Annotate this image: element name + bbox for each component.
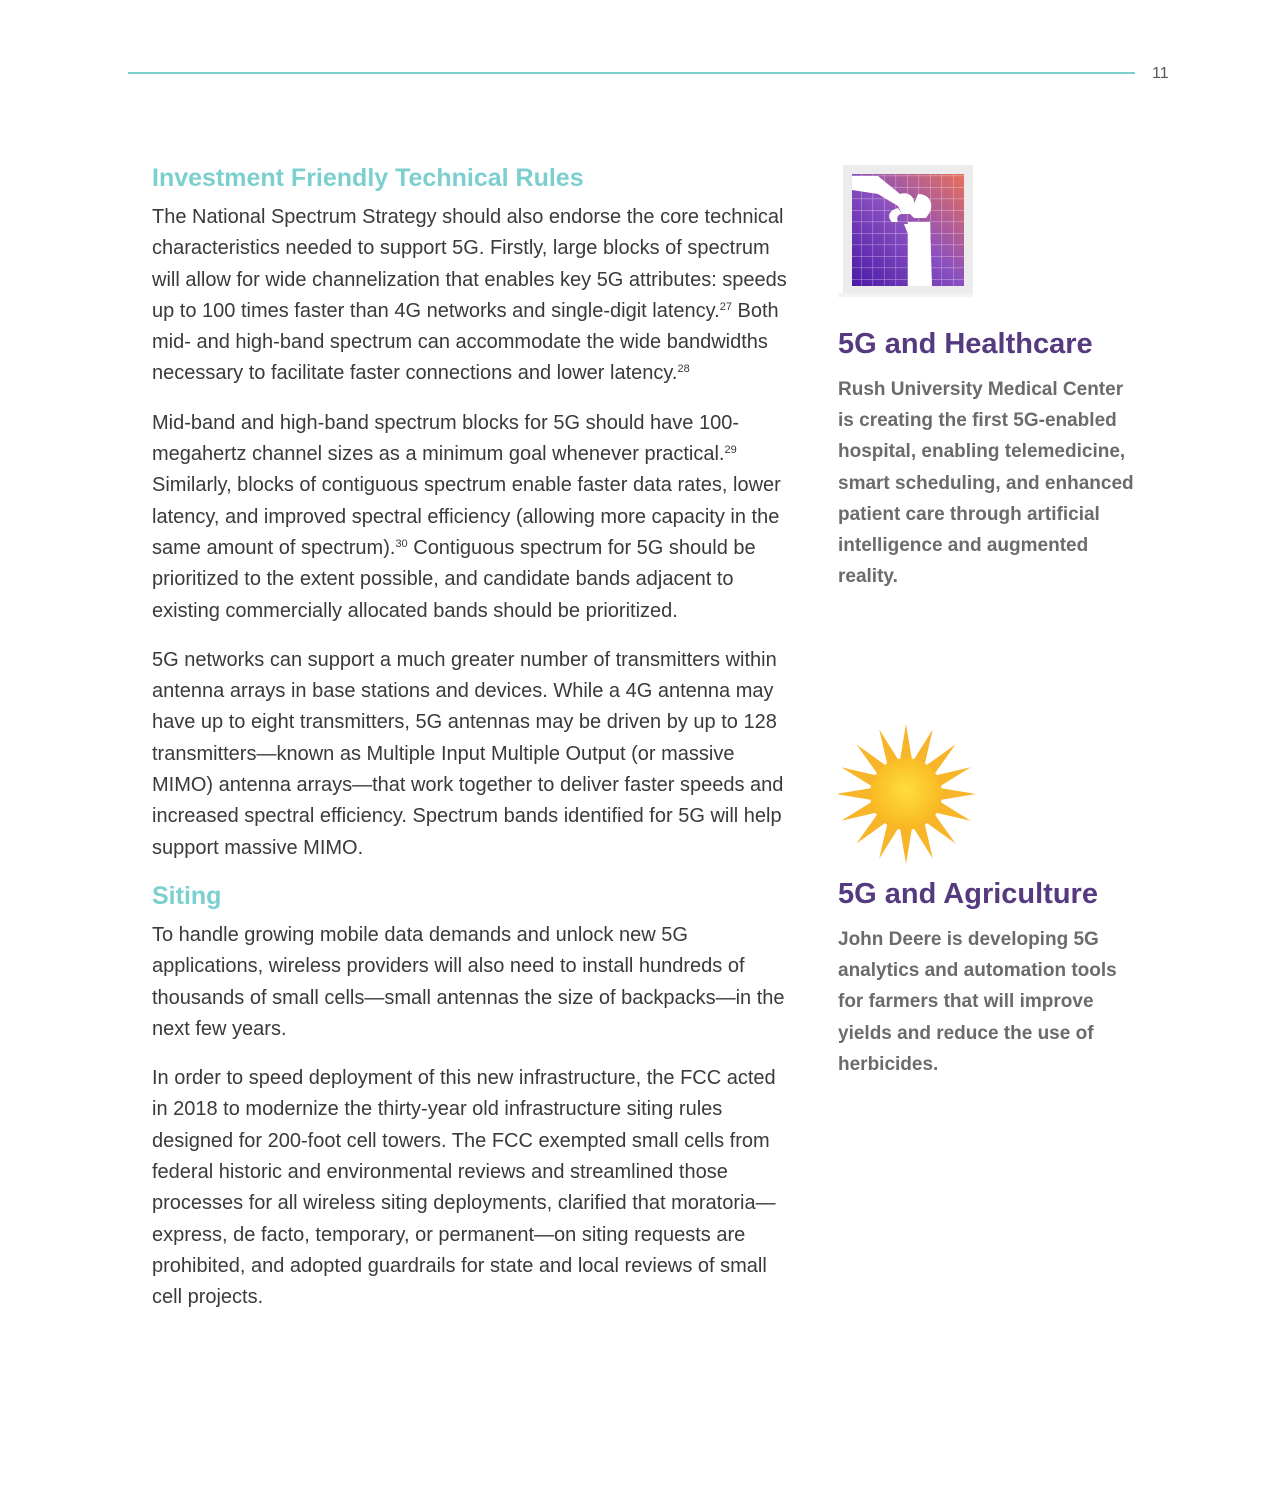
paragraph-text: Contiguous spectrum for 5G should be prioritized to the extent possible, and candidate bands adjacent to existing commercially allocated bands should be prioritized.: [152, 536, 756, 622]
sidebar-title-healthcare: 5G and Healthcare: [838, 328, 1093, 360]
sidebar-card-agriculture: [838, 724, 1138, 1080]
sun-icon: [838, 724, 978, 864]
sidebar-text-agriculture: John Deere is developing 5G analytics and automation tools for farmers that will improve yields and reduce the use of herbicides.: [838, 929, 1117, 1075]
page-number: 11: [1152, 65, 1169, 82]
paragraph-text: Mid-band and high-band spectrum blocks for 5G should have 100-megahertz channel sizes as a minimum goal whenever practical.: [152, 411, 740, 466]
footnote-ref: 29: [724, 444, 737, 457]
header-rule: [128, 72, 1135, 74]
section-heading-siting: Siting: [152, 881, 222, 910]
sidebar-title-agriculture: 5G and Agriculture: [838, 878, 1098, 910]
knee-xray-icon: [838, 164, 1024, 298]
main-column: [152, 160, 792, 1332]
footnote-ref: 27: [719, 300, 732, 313]
paragraph-text: Both mid- and high-band spectrum can accommodate the wide bandwidths necessary to facilitate faster connections and lower latency.: [152, 299, 779, 385]
paragraph-fcc-siting: In order to speed deployment of this new infrastructure, the FCC acted in 2018 to modernize the thirty-year old infrastructure siting rules designed for 200-foot cell towers. The FCC exempted small cells from federal historic and environmental reviews and streamlined those processes for all wireless siting deployments, clarified that moratoria—express, de facto, temporary, or permanent—on siting requests are prohibited, and adopted guardrails for state and local reviews of small cell projects.: [152, 1067, 776, 1309]
paragraph-text: The National Spectrum Strategy should also endorse the core technical characteristics needed to support 5G. Firstly, large blocks of spectrum will allow for wide channelization that enables key 5G attributes: speeds up to 100 times faster than 4G networks and single-digit latency.: [152, 206, 787, 322]
paragraph-massive-mimo: 5G networks can support a much greater number of transmitters within antenna arrays in base stations and devices. While a 4G antenna may have up to eight transmitters, 5G antennas may be driven by up to 128 transmitters—known as Multiple Input Multiple Output (or massive MIMO) antenna arrays—that work together to deliver faster speeds and increased spectral efficiency. Spectrum bands identified for 5G will help support massive MIMO.: [152, 648, 784, 859]
paragraph-small-cells: To handle growing mobile data demands and unlock new 5G applications, wireless providers will also need to install hundreds of thousands of small cells—small antennas the size of backpacks—in the next few years.: [152, 923, 785, 1040]
sidebar-card-healthcare: [838, 164, 1138, 592]
paragraph-text: Similarly, blocks of contiguous spectrum enable faster data rates, lower latency, and improved spectral efficiency (allowing more capacity in the same amount of spectrum).: [152, 474, 781, 559]
paragraph-channelization: [152, 202, 792, 390]
footnote-ref: 30: [395, 537, 408, 550]
footnote-ref: 28: [677, 363, 690, 376]
paragraph-channel-sizes: [152, 408, 792, 627]
sidebar-text-healthcare: Rush University Medical Center is creating the first 5G-enabled hospital, enabling telemedicine, smart scheduling, and enhanced patient care through artificial intelligence and augmented reality.: [838, 379, 1134, 588]
section-heading-technical-rules: Investment Friendly Technical Rules: [152, 164, 584, 192]
